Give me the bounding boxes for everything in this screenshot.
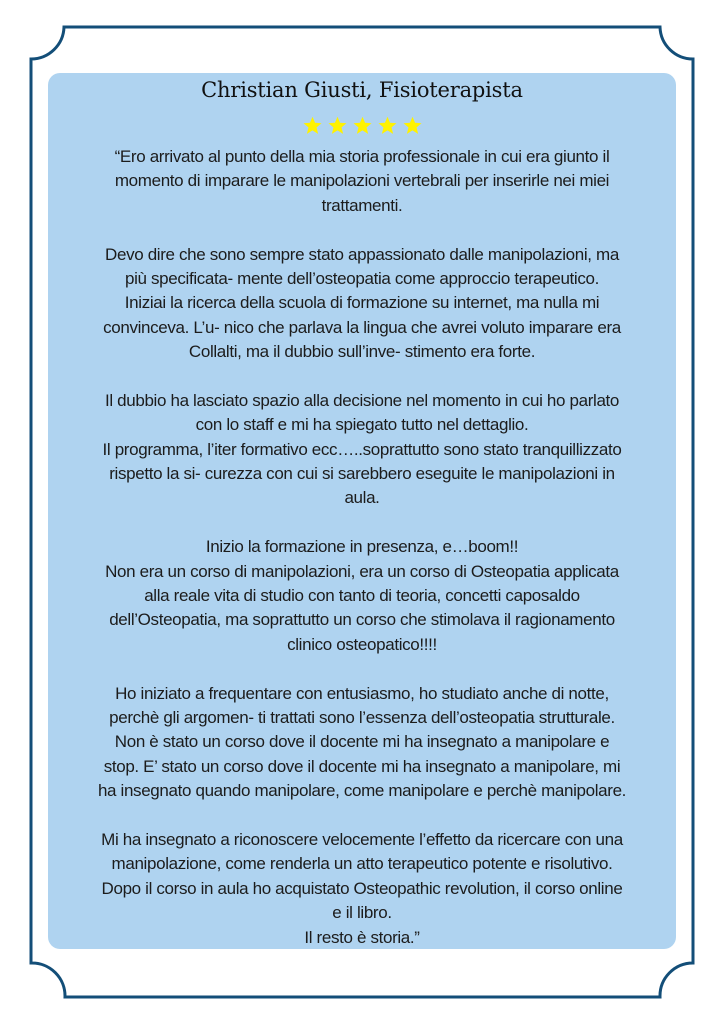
star-icon [402,115,423,136]
quote-line: Non era un corso di manipolazioni, era un corso di Osteopatia applicata [105,561,619,581]
quote-line: trattamenti. [321,195,403,215]
quote-line: rispetto la si- curezza con cui si sarebbero eseguite le manipolazioni in [109,464,615,484]
quote-line: momento di imparare le manipolazioni vertebrali per inserirle nei miei [114,171,610,191]
quote-line: dell’Osteopatia, ma soprattutto un corso che stimolava il ragionamento [109,610,615,630]
quote-line: aula. [344,488,380,508]
star-icon [352,115,373,136]
testimonial-author-title: Christian Giusti, Fisioterapista [201,78,523,102]
star-icon [377,115,398,136]
quote-line: Mi ha insegnato a riconoscere velocemente l’effetto da ricercare con una [101,829,623,849]
quote-line: Ho iniziato a frequentare con entusiasmo, ho studiato anche di notte, [115,683,609,703]
quote-line: convinceva. L’u- nico che parlava la lingua che avrei voluto imparare era [103,317,621,337]
blank-line [48,218,676,242]
quote-line: Devo dire che sono sempre stato appassionato dalle manipolazioni, ma [105,244,619,264]
quote-line: “Ero arrivato al punto della mia storia professionale in cui era giunto il [114,147,610,166]
quote-line: stop. E’ stato un corso dove il docente mi ha insegnato a manipolare, mi [103,756,621,776]
testimonial-quote [48,145,676,950]
quote-line: Iniziai la ricerca della scuola di formazione su internet, ma nulla mi [124,293,600,313]
quote-line: Inizio la formazione in presenza, e…boom!! [205,537,519,557]
quote-line: più specificata- mente dell’osteopatia come approccio terapeutico. [125,268,599,288]
star-icon [327,115,348,136]
quote-line: Il dubbio ha lasciato spazio alla decisione nel momento in cui ho parlato [104,390,620,410]
blank-line [48,804,676,828]
quote-line: Il programma, l’iter formativo ecc…..soprattutto sono stato tranquillizzato [102,439,622,459]
quote-line: manipolazione, come renderla un atto terapeutico potente e risolutivo. [111,854,613,874]
blank-line [48,365,676,389]
quote-line: clinico osteopatico!!!! [287,634,437,654]
quote-line: Il resto è storia.” [304,927,420,947]
quote-line: con lo staff e mi ha spiegato tutto nel dettaglio. [195,415,529,435]
quote-line: perchè gli argomen- ti trattati sono l’essenza dell’osteopatia strutturale. [109,707,615,727]
blank-line [48,657,676,681]
testimonial-card [48,73,676,949]
quote-line: e il libro. [332,903,392,923]
quote-line: ha insegnato quando manipolare, come manipolare e perchè manipolare. [97,781,627,801]
quote-line: Non è stato un corso dove il docente mi ha insegnato a manipolare e [114,732,610,752]
star-rating [48,115,676,136]
blank-line [48,511,676,535]
star-icon [302,115,323,136]
quote-line: Collalti, ma il dubbio sull’inve- stimento era forte. [188,342,536,362]
quote-line: Dopo il corso in aula ho acquistato Osteopathic revolution, il corso online [101,878,623,898]
quote-line: alla reale vita di studio con tanto di teoria, concetti caposaldo [144,586,580,606]
